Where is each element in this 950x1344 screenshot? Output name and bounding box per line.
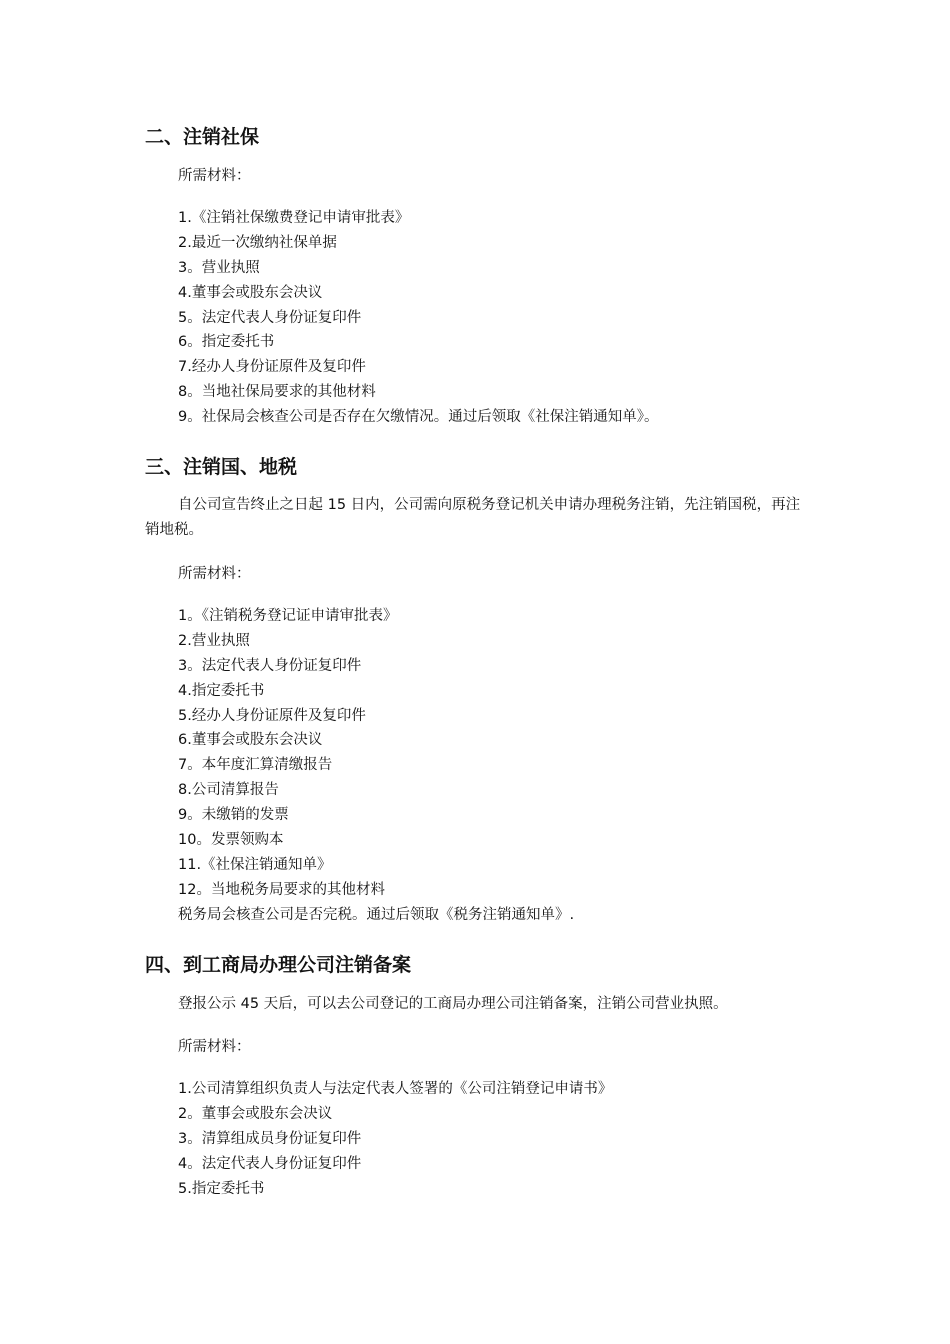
list-item: 4.董事会或股东会决议 <box>178 284 323 301</box>
list-item: 8。当地社保局要求的其他材料 <box>178 384 376 401</box>
list-item: 12。当地税务局要求的其他材料 <box>178 881 385 898</box>
list-item: 3。清算组成员身份证复印件 <box>178 1130 362 1147</box>
section-heading: 三、注销国、地税 <box>145 456 298 478</box>
materials-list <box>178 604 574 928</box>
materials-list <box>178 206 658 430</box>
list-item: 5。法定代表人身份证复印件 <box>178 309 362 326</box>
materials-label: 所需材料： <box>178 1039 251 1055</box>
section-intro-paragraph: 自公司宣告终止之日起 15 日内，公司需向原税务登记机关申请办理税务注销，先注销国税，再注销地税。 <box>145 497 801 538</box>
list-item: 1.公司清算组织负责人与法定代表人签署的《公司注销登记申请书》 <box>178 1081 613 1097</box>
list-item: 5.经办人身份证原件及复印件 <box>178 707 366 724</box>
list-item: 4.指定委托书 <box>178 682 265 699</box>
list-item: 6.董事会或股东会决议 <box>178 732 323 749</box>
section-intro-paragraph: 登报公示 45 天后，可以去公司登记的工商局办理公司注销备案，注销公司营业执照。 <box>178 996 728 1012</box>
list-item: 8.公司清算报告 <box>178 782 279 799</box>
list-item: 6。指定委托书 <box>178 334 275 351</box>
list-item: 1.《注销社保缴费登记申请审批表》 <box>178 210 410 226</box>
list-item: 9。未缴销的发票 <box>178 807 289 824</box>
section-heading: 四、到工商局办理公司注销备案 <box>145 954 412 976</box>
section-heading: 二、注销社保 <box>145 126 260 148</box>
list-item: 2。董事会或股东会决议 <box>178 1105 333 1122</box>
list-item: 2.最近一次缴纳社保单据 <box>178 234 337 251</box>
materials-label: 所需材料： <box>178 168 251 184</box>
materials-label: 所需材料： <box>178 566 251 582</box>
list-item: 9。社保局会核查公司是否存在欠缴情况。通过后领取《社保注销通知单》。 <box>178 409 659 426</box>
list-item: 税务局会核查公司是否完税。通过后领取《税务注销通知单》. <box>178 906 575 923</box>
list-item: 1。《注销税务登记证申请审批表》 <box>178 608 398 624</box>
list-item: 4。法定代表人身份证复印件 <box>178 1155 362 1172</box>
list-item: 11.《社保注销通知单》 <box>178 856 332 873</box>
list-item: 2.营业执照 <box>178 632 250 649</box>
list-item: 3。法定代表人身份证复印件 <box>178 657 362 674</box>
list-item: 3。营业执照 <box>178 259 260 276</box>
list-item: 7。本年度汇算清缴报告 <box>178 757 333 774</box>
materials-list <box>178 1077 612 1201</box>
list-item: 10。发票领购本 <box>178 832 284 849</box>
list-item: 7.经办人身份证原件及复印件 <box>178 359 366 376</box>
list-item: 5.指定委托书 <box>178 1180 265 1197</box>
